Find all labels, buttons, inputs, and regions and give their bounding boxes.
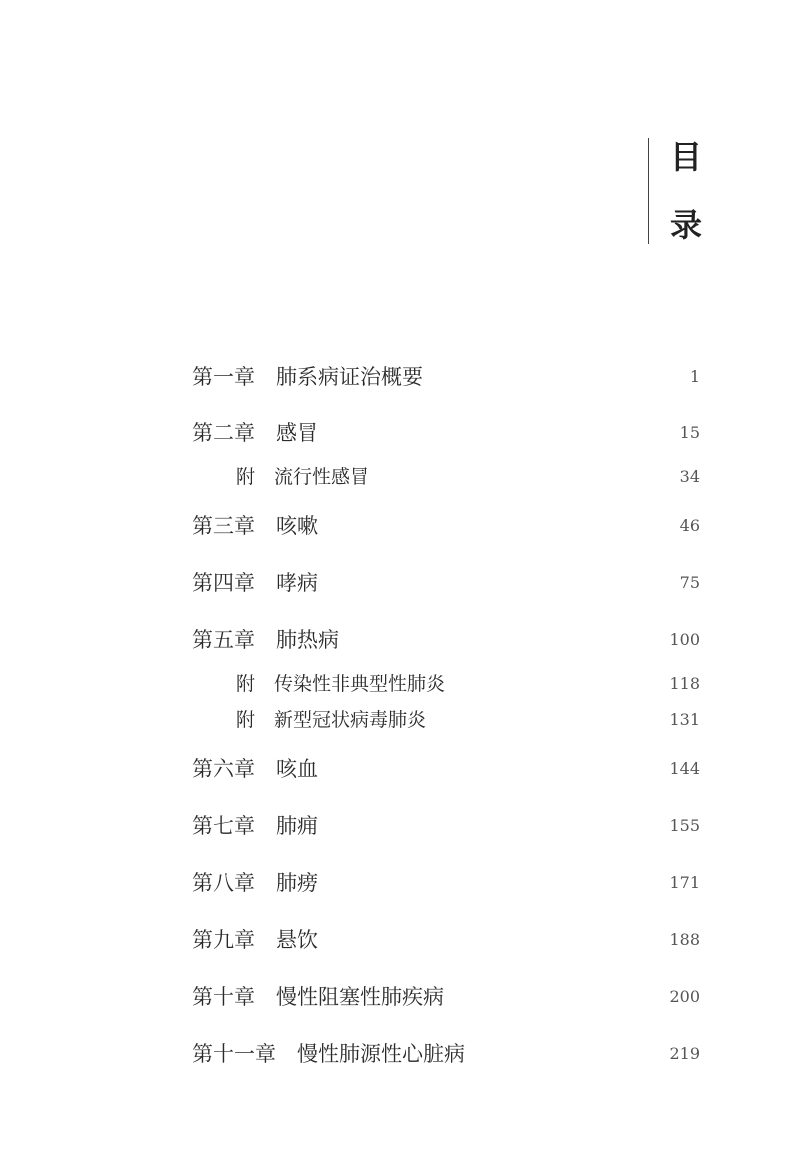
- page-number: 34: [679, 467, 700, 486]
- chapter-number: 第九章: [192, 928, 255, 952]
- page-number: 15: [679, 423, 700, 442]
- chapter-title: 慢性阻塞性肺疾病: [276, 985, 444, 1009]
- toc-heading-char-2: 录: [669, 206, 702, 244]
- toc-entry-appendix-sars[interactable]: [192, 669, 700, 699]
- toc-heading-char-1: 目: [669, 138, 702, 176]
- appendix-title: 传染性非典型性肺炎: [274, 673, 446, 695]
- chapter-title: 慢性肺源性心脏病: [297, 1042, 465, 1066]
- chapter-title: 肺痨: [276, 871, 318, 895]
- page-number: 171: [669, 873, 700, 892]
- page-number: 144: [669, 759, 700, 778]
- chapter-title: 咳嗽: [276, 514, 318, 538]
- toc-entry-chapter-7[interactable]: [192, 811, 700, 841]
- chapter-number: 第二章: [192, 421, 255, 445]
- toc-entry-appendix-influenza[interactable]: [192, 462, 700, 492]
- chapter-title: 咳血: [276, 757, 318, 781]
- page-number: 219: [669, 1044, 700, 1063]
- toc-entry-appendix-covid[interactable]: [192, 705, 700, 735]
- chapter-number: 第六章: [192, 757, 255, 781]
- chapter-title: 悬饮: [276, 928, 318, 952]
- chapter-title: 哮病: [276, 571, 318, 595]
- chapter-number: 第一章: [192, 365, 255, 389]
- toc-entry-chapter-3[interactable]: [192, 511, 700, 541]
- page-number: 131: [669, 710, 700, 729]
- toc-entry-chapter-9[interactable]: [192, 925, 700, 955]
- page-number: 200: [669, 987, 700, 1006]
- page-number: 188: [669, 930, 700, 949]
- chapter-title: 肺系病证治概要: [276, 365, 423, 389]
- chapter-number: 第七章: [192, 814, 255, 838]
- chapter-number: 第十一章: [192, 1042, 276, 1066]
- table-of-contents: [192, 0, 700, 1159]
- appendix-title: 新型冠状病毒肺炎: [274, 709, 427, 731]
- toc-entry-chapter-1[interactable]: [192, 362, 700, 392]
- chapter-number: 第五章: [192, 628, 255, 652]
- toc-entry-chapter-6[interactable]: [192, 754, 700, 784]
- toc-entry-chapter-2[interactable]: [192, 418, 700, 448]
- chapter-number: 第八章: [192, 871, 255, 895]
- page-number: 100: [669, 630, 700, 649]
- page-number: 1: [689, 367, 700, 386]
- page-number: 46: [679, 516, 700, 535]
- appendix-marker: 附: [236, 466, 256, 488]
- appendix-marker: 附: [236, 673, 256, 695]
- chapter-title: 感冒: [276, 421, 318, 445]
- page-number: 75: [679, 573, 700, 592]
- appendix-title: 流行性感冒: [274, 466, 370, 488]
- toc-entry-chapter-4[interactable]: [192, 568, 700, 598]
- chapter-number: 第四章: [192, 571, 255, 595]
- chapter-title: 肺痈: [276, 814, 318, 838]
- toc-entry-chapter-5[interactable]: [192, 625, 700, 655]
- appendix-marker: 附: [236, 709, 256, 731]
- chapter-number: 第十章: [192, 985, 255, 1009]
- chapter-number: 第三章: [192, 514, 255, 538]
- toc-entry-chapter-11[interactable]: [192, 1039, 700, 1069]
- toc-entry-chapter-8[interactable]: [192, 868, 700, 898]
- page-number: 155: [669, 816, 700, 835]
- chapter-title: 肺热病: [276, 628, 339, 652]
- toc-entry-chapter-10[interactable]: [192, 982, 700, 1012]
- page-number: 118: [669, 674, 700, 693]
